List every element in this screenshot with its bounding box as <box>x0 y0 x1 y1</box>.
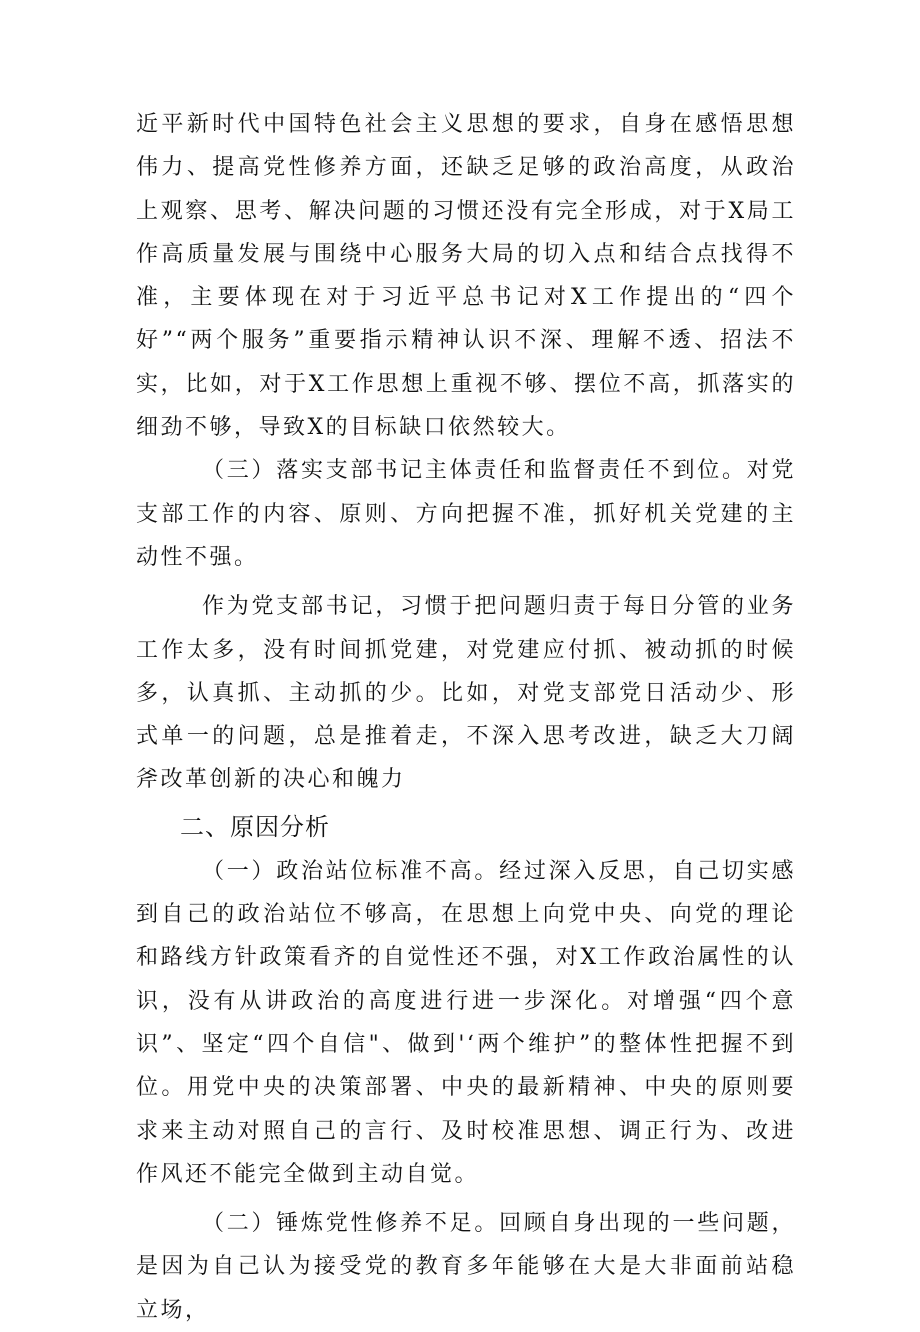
paragraph-branch-secretary: 作为党支部书记，习惯于把问题归责于每日分管的业务工作太多，没有时间抓党建，对党建应付抓、被动抓的时候多，认真抓、主动抓的少。比如，对党支部党日活动少、形式单一的问题，总是推着走，不深入思考改进，缺乏大刀阔斧改革创新的决心和魄力 <box>136 594 796 793</box>
document-body <box>136 103 796 1332</box>
paragraph-section-three: （三）落实支部书记主体责任和监督责任不到位。对党支部工作的内容、原则、方向把握不准，抓好机关党建的主动性不强。 <box>136 458 796 570</box>
paragraph-cause-two: （二）锤炼党性修养不足。回顾自身出现的一些问题，是因为自己认为接受党的教育多年能够在大是大非面前站稳立场， <box>136 1211 796 1323</box>
section-heading-cause-analysis: 二、原因分析 <box>180 812 330 841</box>
paragraph-continued: 近平新时代中国特色社会主义思想的要求，自身在感悟思想伟力、提高党性修养方面，还缺乏足够的政治高度，从政治上观察、思考、解决问题的习惯还没有完全形成，对于X局工作高质量发展与围绕中心服务大局的切入点和结合点找得不准，主要体现在对于习近平总书记对X工作提出的“四个好”“两个服务”重要指示精神认识不深、理解不透、招法不实，比如，对于X工作思想上重视不够、摆位不高，抓落实的细劲不够，导致X的目标缺口依然较大。 <box>136 112 796 441</box>
paragraph-cause-one: （一）政治站位标准不高。经过深入反思，自己切实感到自己的政治站位不够高，在思想上向党中央、向党的理论和路线方针政策看齐的自觉性还不强，对X工作政治属性的认识，没有从讲政治的高度进行进一步深化。对增强“四个意识”、坚定“四个自信"、做到'‘两个维护”的整体性把握不到位。用党中央的决策部署、中央的最新精神、中央的原则要求来主动对照自己的言行、及时校准思想、调正行为、改进作风还不能完全做到主动自觉。 <box>136 858 796 1187</box>
